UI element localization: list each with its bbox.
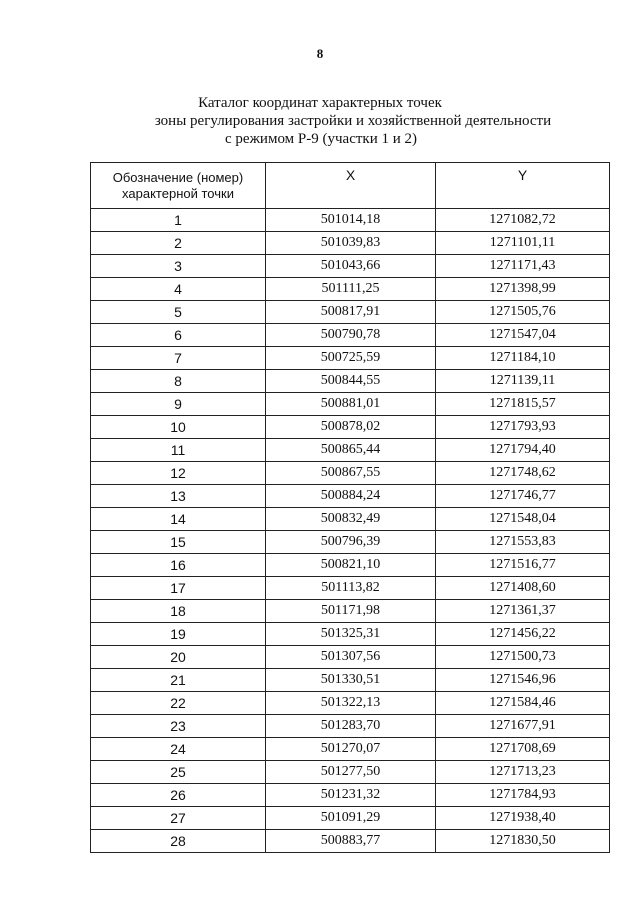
x-coordinate-cell: 501043,66 (266, 255, 436, 278)
x-coordinate-cell: 501231,32 (266, 784, 436, 807)
point-number-cell: 14 (91, 508, 266, 531)
point-number-cell: 16 (91, 554, 266, 577)
y-coordinate-cell: 1271546,96 (436, 669, 610, 692)
point-number-cell: 6 (91, 324, 266, 347)
y-coordinate-cell: 1271101,11 (436, 232, 610, 255)
point-number-cell: 18 (91, 600, 266, 623)
point-number-cell: 25 (91, 761, 266, 784)
point-number-cell: 23 (91, 715, 266, 738)
page-number: 8 (316, 46, 324, 61)
y-coordinate-cell: 1271139,11 (436, 370, 610, 393)
point-number-cell: 8 (91, 370, 266, 393)
y-coordinate-cell: 1271082,72 (436, 209, 610, 232)
table-row (91, 439, 610, 462)
table-row (91, 830, 610, 853)
table-row (91, 416, 610, 439)
y-coordinate-cell: 1271793,93 (436, 416, 610, 439)
table-row (91, 255, 610, 278)
point-number-cell: 27 (91, 807, 266, 830)
point-number-cell: 7 (91, 347, 266, 370)
x-coordinate-cell: 500883,77 (266, 830, 436, 853)
point-number-cell: 15 (91, 531, 266, 554)
title-line-1: Каталог координат характерных точек (198, 95, 442, 111)
table-row (91, 715, 610, 738)
y-coordinate-cell: 1271713,23 (436, 761, 610, 784)
point-number-cell: 11 (91, 439, 266, 462)
x-coordinate-cell: 501277,50 (266, 761, 436, 784)
table-row (91, 370, 610, 393)
x-coordinate-cell: 500832,49 (266, 508, 436, 531)
y-coordinate-cell: 1271408,60 (436, 577, 610, 600)
x-coordinate-cell: 501039,83 (266, 232, 436, 255)
title-line-3: с режимом Р-9 (участки 1 и 2) (225, 131, 417, 147)
x-coordinate-cell: 500725,59 (266, 347, 436, 370)
point-number-cell: 2 (91, 232, 266, 255)
table-row (91, 393, 610, 416)
header-x: X (266, 163, 436, 209)
y-coordinate-cell: 1271547,04 (436, 324, 610, 347)
point-number-cell: 3 (91, 255, 266, 278)
header-y: Y (436, 163, 610, 209)
point-number-cell: 13 (91, 485, 266, 508)
point-number-cell: 4 (91, 278, 266, 301)
x-coordinate-cell: 501091,29 (266, 807, 436, 830)
table-row (91, 209, 610, 232)
table-row (91, 692, 610, 715)
x-coordinate-cell: 501325,31 (266, 623, 436, 646)
y-coordinate-cell: 1271746,77 (436, 485, 610, 508)
coordinates-table (90, 162, 610, 853)
y-coordinate-cell: 1271456,22 (436, 623, 610, 646)
y-coordinate-cell: 1271398,99 (436, 278, 610, 301)
table-row (91, 347, 610, 370)
x-coordinate-cell: 500884,24 (266, 485, 436, 508)
table-row (91, 784, 610, 807)
point-number-cell: 9 (91, 393, 266, 416)
point-number-cell: 5 (91, 301, 266, 324)
y-coordinate-cell: 1271171,43 (436, 255, 610, 278)
y-coordinate-cell: 1271938,40 (436, 807, 610, 830)
x-coordinate-cell: 501283,70 (266, 715, 436, 738)
x-coordinate-cell: 500790,78 (266, 324, 436, 347)
point-number-cell: 22 (91, 692, 266, 715)
table-row (91, 232, 610, 255)
table-row (91, 738, 610, 761)
y-coordinate-cell: 1271830,50 (436, 830, 610, 853)
y-coordinate-cell: 1271553,83 (436, 531, 610, 554)
y-coordinate-cell: 1271548,04 (436, 508, 610, 531)
table-header-row (91, 163, 610, 209)
x-coordinate-cell: 501270,07 (266, 738, 436, 761)
y-coordinate-cell: 1271748,62 (436, 462, 610, 485)
table-row (91, 600, 610, 623)
y-coordinate-cell: 1271815,57 (436, 393, 610, 416)
table-row (91, 462, 610, 485)
y-coordinate-cell: 1271708,69 (436, 738, 610, 761)
table-row (91, 554, 610, 577)
table-row (91, 485, 610, 508)
y-coordinate-cell: 1271184,10 (436, 347, 610, 370)
table-row (91, 623, 610, 646)
table-row (91, 577, 610, 600)
table-row (91, 669, 610, 692)
point-number-cell: 1 (91, 209, 266, 232)
y-coordinate-cell: 1271505,76 (436, 301, 610, 324)
header-point-number: Обозначение (номер) характерной точки (91, 163, 266, 209)
point-number-cell: 19 (91, 623, 266, 646)
x-coordinate-cell: 501322,13 (266, 692, 436, 715)
point-number-cell: 17 (91, 577, 266, 600)
y-coordinate-cell: 1271361,37 (436, 600, 610, 623)
y-coordinate-cell: 1271516,77 (436, 554, 610, 577)
y-coordinate-cell: 1271584,46 (436, 692, 610, 715)
x-coordinate-cell: 500817,91 (266, 301, 436, 324)
title-line-2: зоны регулирования застройки и хозяйственной деятельности (154, 113, 552, 129)
table-row (91, 324, 610, 347)
x-coordinate-cell: 500796,39 (266, 531, 436, 554)
x-coordinate-cell: 501111,25 (266, 278, 436, 301)
point-number-cell: 21 (91, 669, 266, 692)
x-coordinate-cell: 501113,82 (266, 577, 436, 600)
table-row (91, 508, 610, 531)
point-number-cell: 12 (91, 462, 266, 485)
x-coordinate-cell: 500881,01 (266, 393, 436, 416)
table-row (91, 301, 610, 324)
x-coordinate-cell: 500844,55 (266, 370, 436, 393)
y-coordinate-cell: 1271794,40 (436, 439, 610, 462)
table-row (91, 278, 610, 301)
x-coordinate-cell: 500821,10 (266, 554, 436, 577)
table-row (91, 646, 610, 669)
x-coordinate-cell: 501171,98 (266, 600, 436, 623)
x-coordinate-cell: 501014,18 (266, 209, 436, 232)
x-coordinate-cell: 501330,51 (266, 669, 436, 692)
point-number-cell: 24 (91, 738, 266, 761)
x-coordinate-cell: 500878,02 (266, 416, 436, 439)
point-number-cell: 28 (91, 830, 266, 853)
x-coordinate-cell: 500865,44 (266, 439, 436, 462)
table-row (91, 761, 610, 784)
point-number-cell: 26 (91, 784, 266, 807)
y-coordinate-cell: 1271500,73 (436, 646, 610, 669)
point-number-cell: 20 (91, 646, 266, 669)
point-number-cell: 10 (91, 416, 266, 439)
y-coordinate-cell: 1271677,91 (436, 715, 610, 738)
document-title (0, 94, 640, 148)
table-row (91, 807, 610, 830)
x-coordinate-cell: 500867,55 (266, 462, 436, 485)
y-coordinate-cell: 1271784,93 (436, 784, 610, 807)
x-coordinate-cell: 501307,56 (266, 646, 436, 669)
table-row (91, 531, 610, 554)
